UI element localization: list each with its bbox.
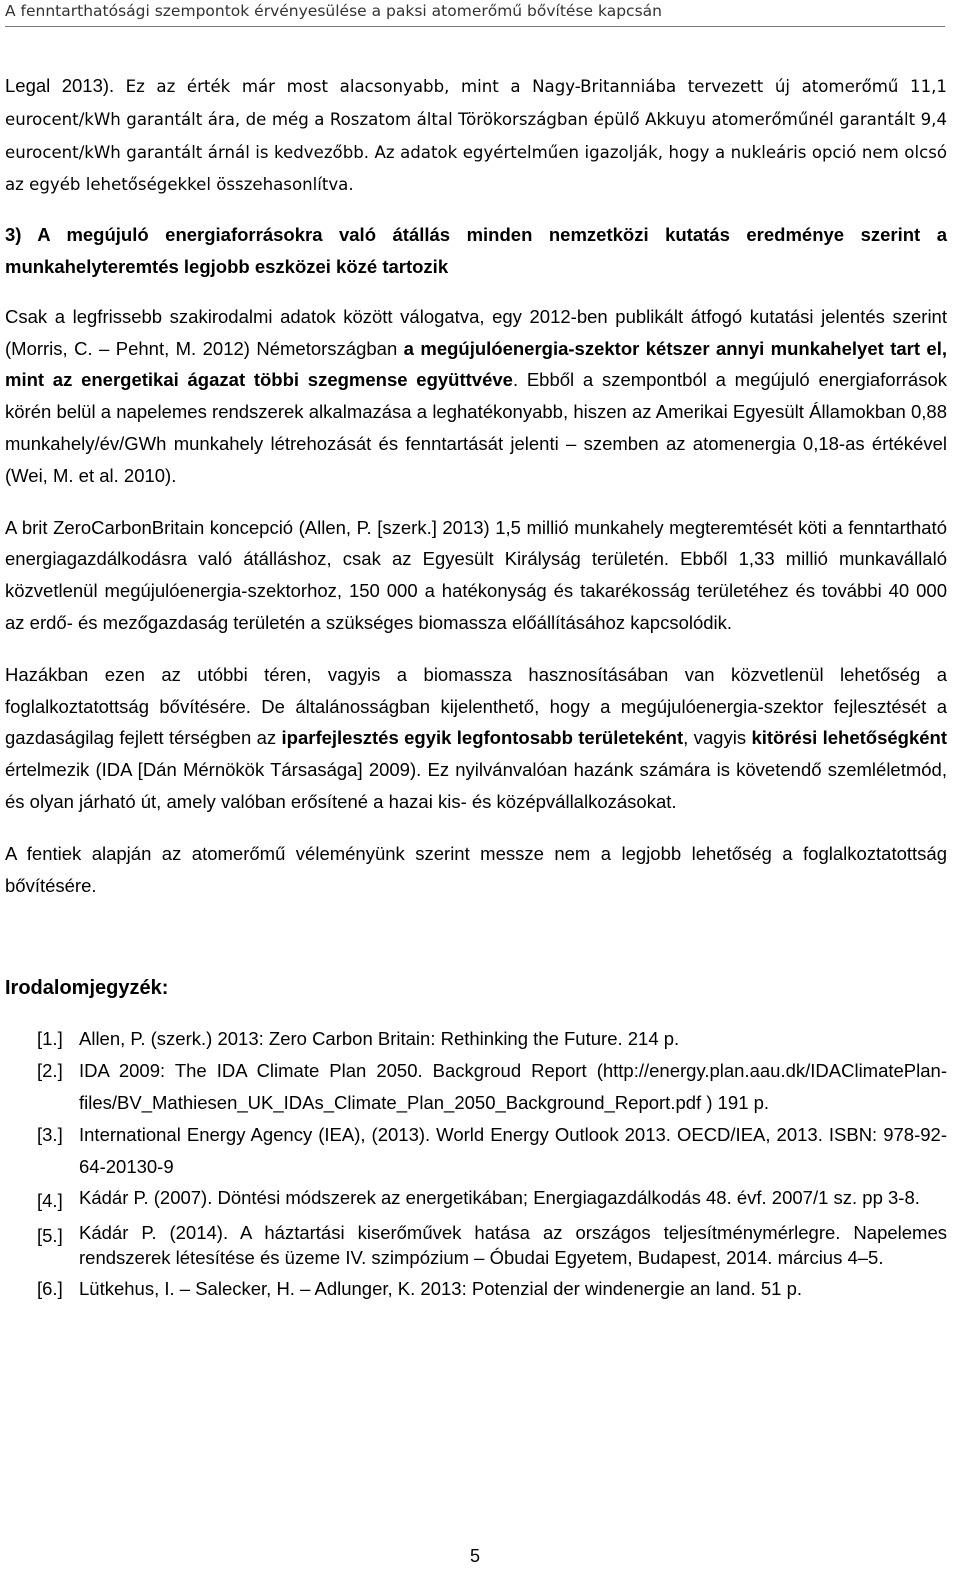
section-heading-3: 3) A megújuló energiaforrásokra való átállás minden nemzetközi kutatás eredménye szerint a munkahelyteremtés legjobb eszközei közé tartozik [5, 224, 947, 277]
paragraph-morris-study: Csak a legfrissebb szakirodalmi adatok között válogatva, egy 2012-ben publikált átfogó kutatási jelentés szerint (Morris, C. – Pehnt, M. 2012) Németországban a megújulóenergia-szektor kétszer annyi munkahelyet tart el, mint az energetikai ágazat többi szegmense együttvéve. Ebből a szempontból a megújuló energiaforrások körén belül a napelemes rendszerek alkalmazása a leghatékonyabb, hiszen az Amerikai Egyesült Államokban 0,88 munkahely/év/GWh munkahely létrehozását és fenntartását jelenti – szemben az atomenergia 0,18-as értékével (Wei, M. et al. 2010). [5, 305, 947, 486]
reference-text: Lütkehus, I. – Salecker, H. – Adlunger, K. 2013: Potenzial der windenergie an land. 51 p. [79, 1278, 803, 1300]
reference-text: Kádár P. (2014). A háztartási kiserőművek hatása az országos teljesítménymérlegre. Napelemes rendszerek létesítése és üzeme IV. szimpózium – Óbudai Egyetem, Budapest, 2014. március 4–5. [79, 1222, 947, 1269]
reference-text: Allen, P. (szerk.) 2013: Zero Carbon Britain: Rethinking the Future. 214 p. [79, 1028, 680, 1050]
page-number: 5 [469, 1546, 480, 1566]
paragraph-conclusion: A fentiek alapján az atomerőmű véleményünk szerint messze nem a legjobb lehetőség a foglalkoztatottság bővítésére. [5, 842, 947, 896]
paragraph-cost-comparison-lead: Legal 2013). [5, 75, 126, 96]
reference-number: [3.] [37, 1123, 63, 1145]
reference-item [37, 1185, 947, 1217]
running-header: A fenntarthatósági szempontok érvényesülése a paksi atomerőmű bővítése kapcsán [5, 2, 945, 27]
reference-item [37, 1119, 947, 1183]
bibliography-title: Irodalomjegyzék: [5, 977, 169, 1000]
reference-number: [2.] [37, 1060, 63, 1082]
body-content [5, 70, 947, 1305]
reference-item [37, 1055, 947, 1119]
reference-number: [5.] [37, 1225, 63, 1247]
reference-number: [4.] [37, 1190, 63, 1212]
reference-text: IDA 2009: The IDA Climate Plan 2050. Backgroud Report (http://energy.plan.aau.dk/IDAClimatePlan-files/BV_Mathiesen_UK_IDAs_Climate_Plan_2050_Background_Report.pdf ) 191 p. [79, 1060, 947, 1113]
paragraph-cost-comparison-body: Ez az érték már most alacsonyabb, mint a Nagy-Britanniába tervezett új atomerőmű 11,1 eurocent/kWh garantált ára, de még a Roszatom által Törökországban épülő Akkuyu atomerőműnél garantált 9,4 eurocent/kWh garantált árnál is kedvezőbb. Az adatok egyértelműen igazolják, hogy a nukleáris opció nem olcsó az egyéb lehetőségekkel összehasonlítva. [5, 77, 947, 195]
reference-text: International Energy Agency (IEA), (2013). World Energy Outlook 2013. OECD/IEA, 2013. ISBN: 978-92-64-20130-9 [79, 1123, 947, 1177]
emphasis-breakout-opportunity: kitörési lehetőségként [751, 727, 948, 749]
reference-item [37, 1023, 947, 1055]
reference-number: [6.] [37, 1278, 63, 1300]
reference-item [37, 1220, 947, 1270]
reference-list [5, 1023, 947, 1305]
reference-item [37, 1273, 947, 1305]
emphasis-industrial-development: iparfejlesztés egyik legfontosabb területeként [281, 727, 684, 749]
paragraph-zerocarbonbritain: A brit ZeroCarbonBritain koncepció (Allen, P. [szerk.] 2013) 1,5 millió munkahely megteremtését köti a fenntartható energiagazdálkodásra való átálláshoz, csak az Egyesült Királyság területén. Ebből 1,33 millió munkavállaló közvetlenül megújulóenergia-szektorhoz, 150 000 a hatékonyság és takarékosság területéhez és további 40 000 az erdő- és mezőgazdaság területén a szükséges biomassza előállításához kapcsolódik. [5, 516, 947, 633]
paragraph-domestic-outlook: Hazákban ezen az utóbbi téren, vagyis a biomassza hasznosításában van közvetlenül lehetőség a foglalkoztatottság bővítésére. De általánosságban kijelenthető, hogy a megújulóenergia-szektor fejlesztését a gazdaságilag fejlett térségben az iparfejlesztés egyik legfontosabb területeként, vagyis kitörési lehetőségként értelmezik (IDA [Dán Mérnökök Társasága] 2009). Ez nyilvánvalóan hazánk számára is követendő szemléletmód, és olyan járható út, amely valóban erősítené a hazai kis- és középvállalkozásokat. [5, 663, 948, 812]
emphasis-renewable-jobs: a megújulóenergia-szektor kétszer annyi munkahelyet tart el, mint az energetikai ágazat többi szegmense együttvéve [5, 337, 947, 391]
reference-number: [1.] [37, 1028, 63, 1050]
paragraph-cost-comparison [5, 70, 947, 201]
reference-text: Kádár P. (2007). Döntési módszerek az energetikában; Energiagazdálkodás 48. évf. 2007/1 sz. pp 3-8. [79, 1187, 920, 1209]
